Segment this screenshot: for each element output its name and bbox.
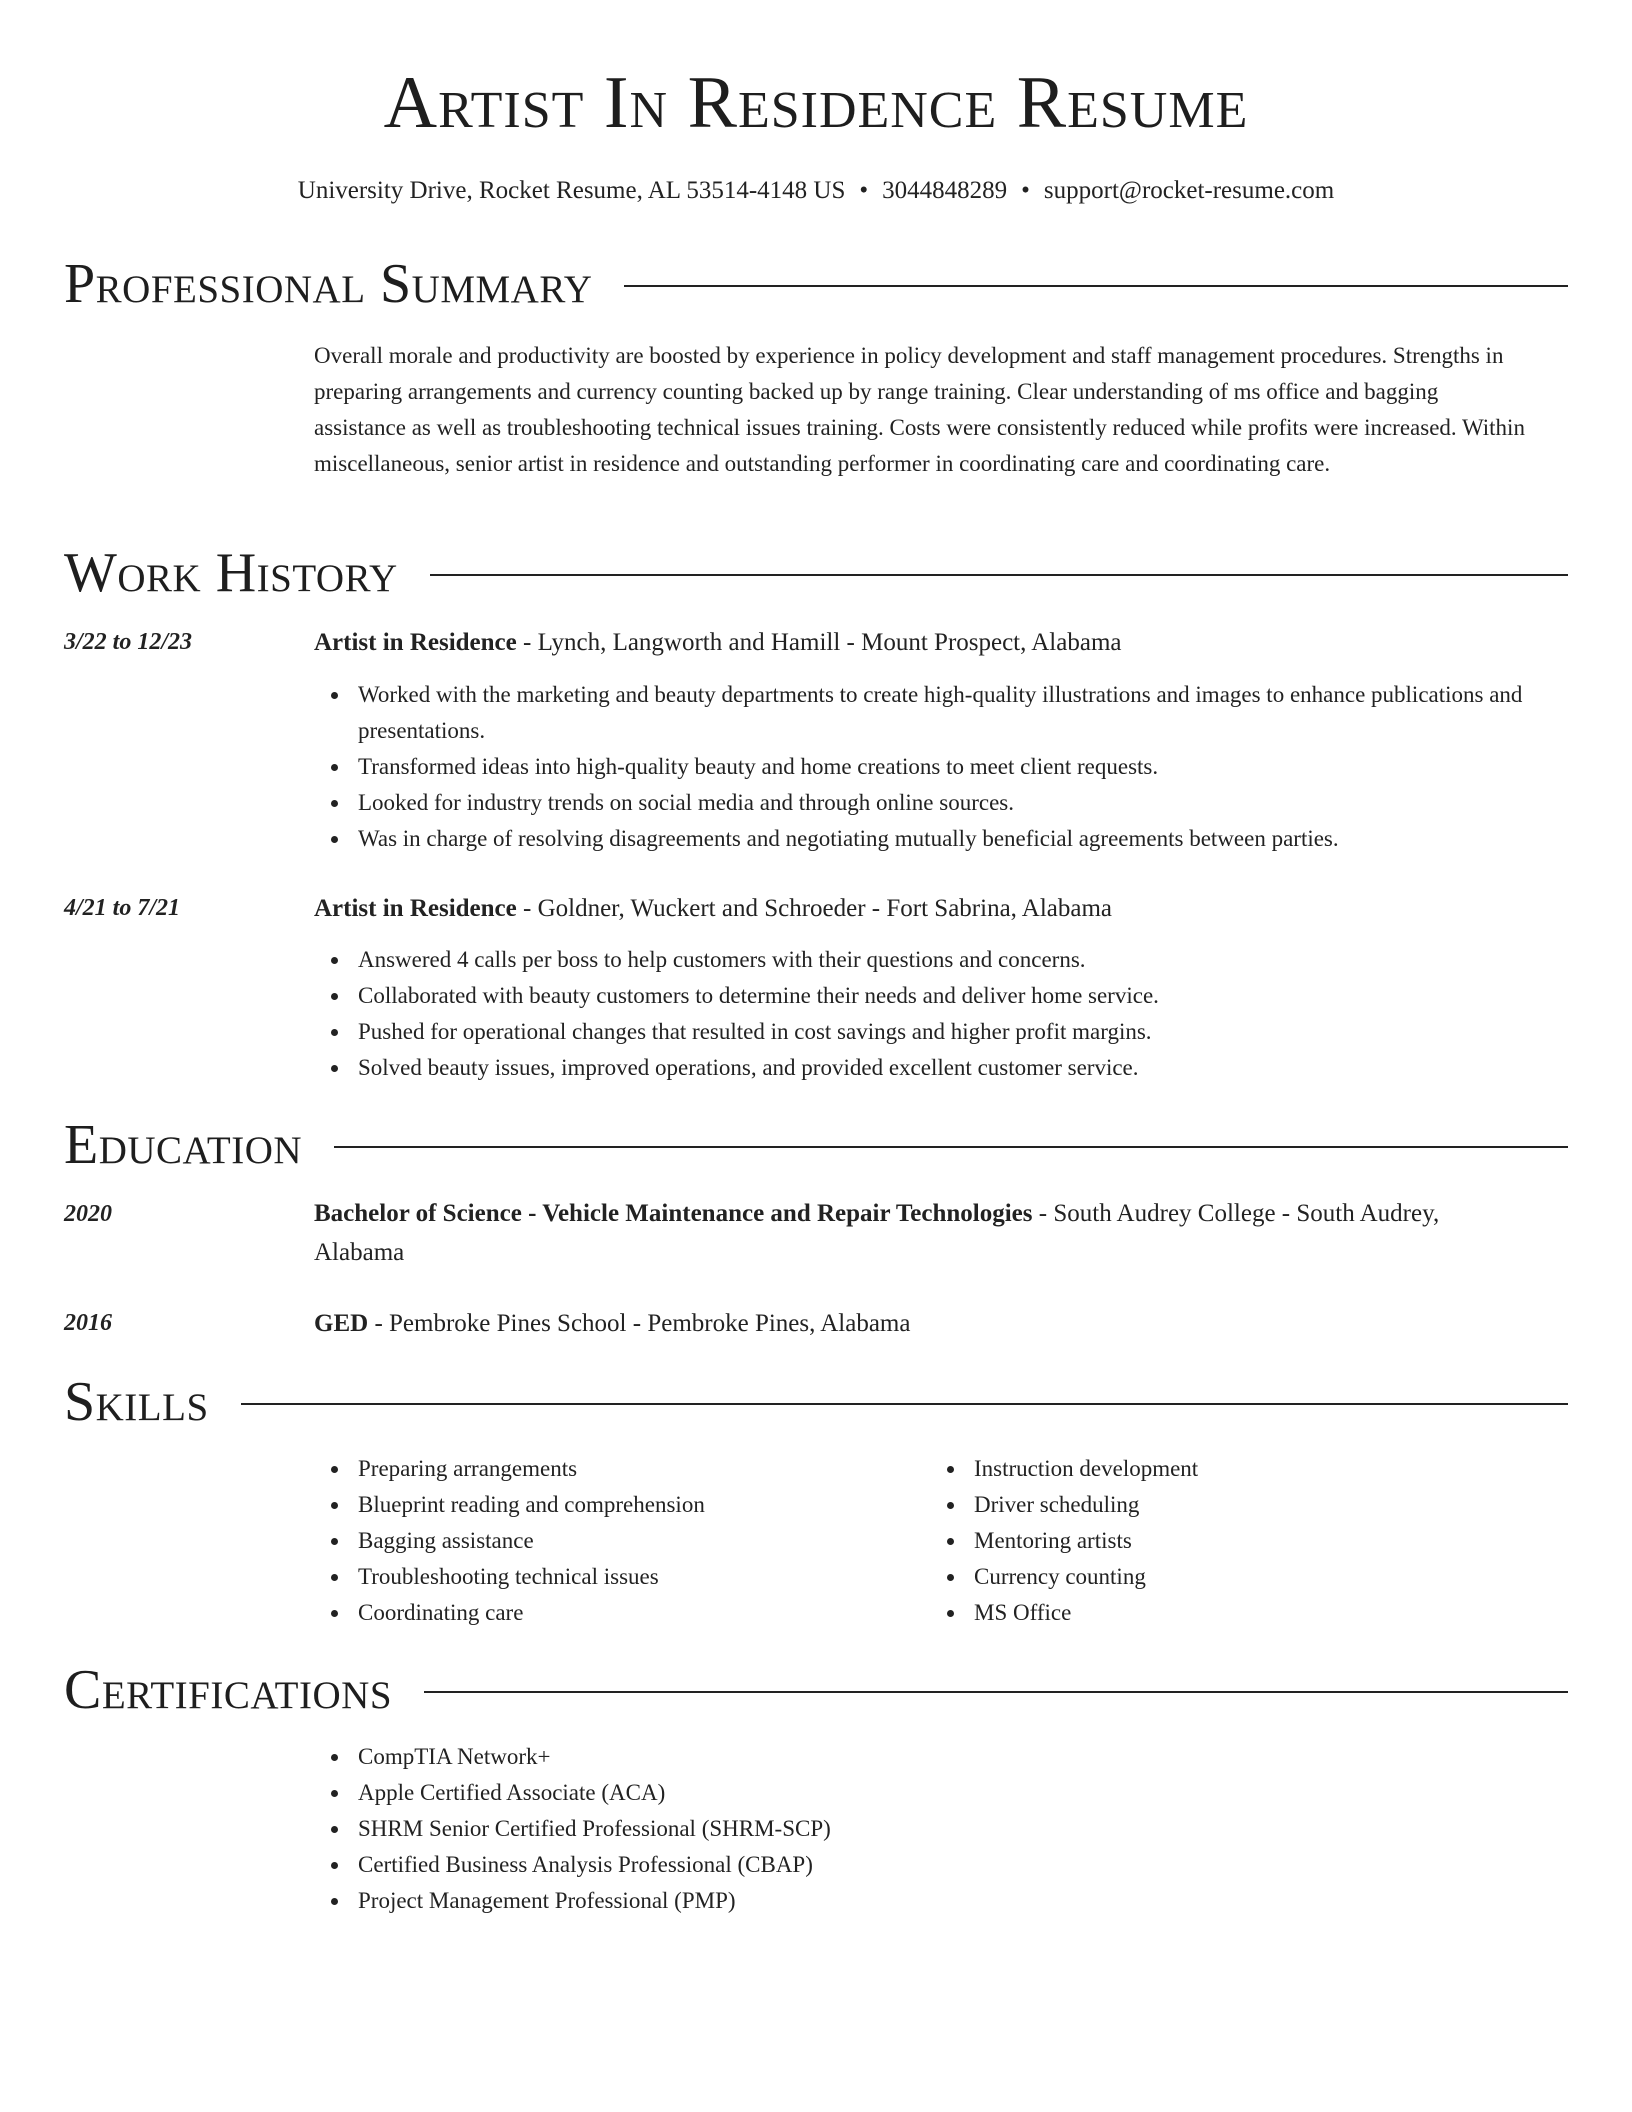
email: support@rocket-resume.com — [1043, 177, 1335, 204]
list-item: Driver scheduling — [974, 1487, 1574, 1523]
job-dates: 4/21 to 7/21 — [64, 895, 181, 921]
section-education-header — [64, 1113, 1568, 1177]
list-item: Mentoring artists — [974, 1523, 1574, 1559]
separator: • — [1021, 177, 1030, 204]
list-item: Was in charge of resolving disagreements and negotiating mutually beneficial agreements between parties. — [358, 821, 1578, 857]
list-item: Transformed ideas into high-quality beauty and home creations to meet client requests. — [358, 749, 1578, 785]
education-entry — [314, 1194, 1534, 1272]
education-year: 2016 — [64, 1310, 112, 1336]
job-heading — [314, 889, 1534, 928]
list-item: Answered 4 calls per boss to help customers with their questions and concerns. — [358, 942, 1578, 978]
education-year: 2020 — [64, 1201, 112, 1227]
list-item: Worked with the marketing and beauty departments to create high-quality illustrations and images to enhance publications and presentations. — [358, 677, 1578, 749]
list-item: CompTIA Network+ — [358, 1739, 1578, 1775]
section-divider — [424, 1691, 1568, 1693]
list-item: Project Management Professional (PMP) — [358, 1883, 1578, 1919]
list-item: Apple Certified Associate (ACA) — [358, 1775, 1578, 1811]
skills-list-left — [314, 1451, 958, 1631]
job-title: Artist in Residence — [314, 629, 517, 656]
certifications-list — [314, 1739, 1578, 1919]
section-heading: Work History — [64, 542, 398, 604]
education-details: - Pembroke Pines School - Pembroke Pines, Alabama — [368, 1310, 911, 1337]
address: University Drive, Rocket Resume, AL 53514-4148 US — [297, 177, 846, 204]
job-dates: 3/22 to 12/23 — [64, 629, 193, 655]
separator: • — [859, 177, 869, 204]
list-item: Collaborated with beauty customers to determine their needs and deliver home service. — [358, 978, 1578, 1014]
job-bullets — [314, 942, 1578, 1086]
job-bullets — [314, 677, 1578, 857]
job-title: Artist in Residence — [314, 895, 517, 922]
list-item: Currency counting — [974, 1559, 1574, 1595]
degree: Bachelor of Science - Vehicle Maintenance and Repair Technologies — [314, 1200, 1033, 1227]
education-entry — [314, 1304, 1534, 1343]
section-heading: Education — [64, 1114, 303, 1176]
section-certifications-header — [64, 1658, 1568, 1722]
job-details: - Goldner, Wuckert and Schroeder - Fort Sabrina, Alabama — [516, 895, 1113, 922]
resume-title: Artist In Residence Resume — [383, 62, 1249, 144]
list-item: Troubleshooting technical issues — [358, 1559, 958, 1595]
section-divider — [241, 1403, 1568, 1405]
section-divider — [334, 1146, 1568, 1148]
list-item: Instruction development — [974, 1451, 1574, 1487]
section-divider — [624, 285, 1568, 287]
list-item: MS Office — [974, 1595, 1574, 1631]
list-item: SHRM Senior Certified Professional (SHRM-SCP) — [358, 1811, 1578, 1847]
section-heading: Certifications — [64, 1659, 393, 1721]
list-item: Coordinating care — [358, 1595, 958, 1631]
list-item: Pushed for operational changes that resulted in cost savings and higher profit margins. — [358, 1014, 1578, 1050]
section-divider — [430, 574, 1568, 576]
contact-line — [0, 174, 1632, 208]
list-item: Looked for industry trends on social media and through online sources. — [358, 785, 1578, 821]
list-item: Blueprint reading and comprehension — [358, 1487, 958, 1523]
list-item: Preparing arrangements — [358, 1451, 958, 1487]
section-heading: Skills — [64, 1371, 209, 1433]
section-skills-header — [64, 1370, 1568, 1434]
section-work-header — [64, 541, 1568, 605]
skills-list-right — [930, 1451, 1574, 1631]
list-item: Solved beauty issues, improved operations, and provided excellent customer service. — [358, 1050, 1578, 1086]
education-details: - South Audrey College - South Audrey, Alabama — [314, 1200, 1440, 1266]
section-summary-header — [64, 252, 1568, 316]
job-details: - Lynch, Langworth and Hamill - Mount Prospect, Alabama — [516, 629, 1122, 656]
summary-text: Overall morale and productivity are boosted by experience in policy development and staff management procedures. Strengths in preparing arrangements and currency counting backed up by range training. Clear understanding of ms office and bagging assistance as well as troubleshooting technical issues training. Costs were consistently reduced while profits were increased. Within miscellaneous, senior artist in residence and outstanding performer in coordinating care and coordinating care. — [314, 343, 1525, 476]
list-item: Certified Business Analysis Professional (CBAP) — [358, 1847, 1578, 1883]
job-heading — [314, 623, 1534, 662]
list-item: Bagging assistance — [358, 1523, 958, 1559]
phone: 3044848289 — [882, 177, 1008, 204]
degree: GED — [314, 1310, 369, 1337]
section-heading: Professional Summary — [64, 253, 593, 315]
